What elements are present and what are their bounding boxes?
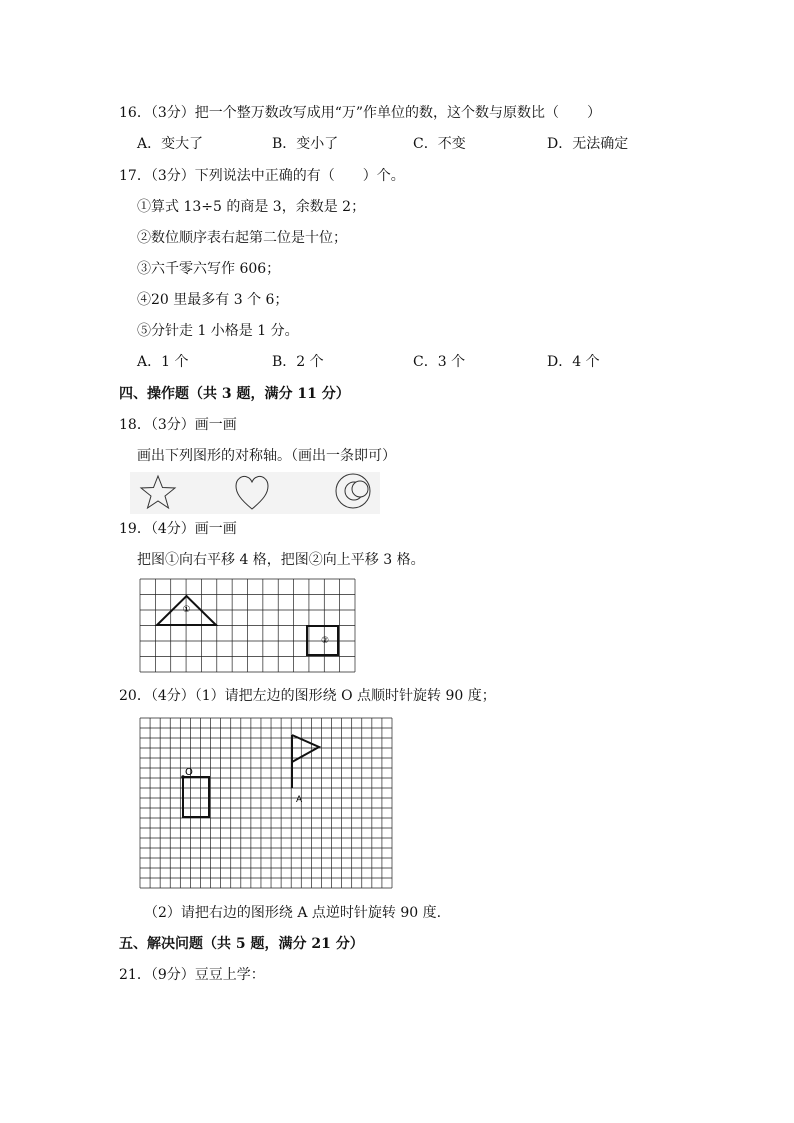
point-a-label: A xyxy=(296,795,303,805)
q19-stem: 19．（4分）画一画 xyxy=(119,521,237,537)
q16-option-d: D．无法确定 xyxy=(547,136,629,152)
q21-stem: 21．（9分）豆豆上学： xyxy=(119,967,265,983)
q19-grid-figure xyxy=(140,579,356,673)
q17-item-3: ③六千零六写作 606； xyxy=(137,261,281,277)
q17-stem: 17．（3分）下列说法中正确的有（ ）个。 xyxy=(119,168,405,184)
q16-option-b: B．变小了 xyxy=(272,136,339,152)
q17-item-4: ④20 里最多有 3 个 6； xyxy=(137,292,289,308)
rectangle-figure xyxy=(183,777,209,817)
q17-option-d: D．4 个 xyxy=(547,354,600,370)
grid-lines xyxy=(140,718,392,888)
point-o-label: O xyxy=(185,767,193,778)
q20-stem: 20．（4分）（1）请把左边的图形绕 O 点顺时针旋转 90 度； xyxy=(119,688,496,704)
q20-part-2: （2）请把右边的图形绕 A 点逆时针旋转 90 度. xyxy=(144,905,442,921)
q18-instruction: 画出下列图形的对称轴。（画出一条即可） xyxy=(137,448,396,464)
section-4-heading: 四、操作题（共 3 题，满分 11 分） xyxy=(119,386,350,402)
q18-stem: 18．（3分）画一画 xyxy=(119,417,237,433)
q17-item-1: ①算式 13÷5 的商是 3，余数是 2； xyxy=(137,199,366,215)
q17-option-c: C．3 个 xyxy=(413,354,466,370)
q17-item-2: ②数位顺序表右起第二位是十位； xyxy=(137,230,347,246)
q16-stem: 16．（3分）把一个整万数改写成用“万”作单位的数，这个数与原数比（ ） xyxy=(119,105,602,121)
crescent-cutout xyxy=(352,481,368,497)
section-5-heading: 五、解决问题（共 5 题，满分 21 分） xyxy=(119,936,364,952)
q16-option-a: A．变大了 xyxy=(137,136,204,152)
q19-instruction: 把图①向右平移 4 格，把图②向上平移 3 格。 xyxy=(137,552,425,568)
q20-grid-figure xyxy=(140,718,394,888)
q16-option-c: C．不变 xyxy=(413,136,466,152)
q17-option-a: A．1 个 xyxy=(137,354,189,370)
q17-option-b: B．2 个 xyxy=(272,354,324,370)
figure-2-label: ② xyxy=(320,636,330,646)
figure-1-label: ① xyxy=(182,605,191,615)
q18-shapes xyxy=(130,470,390,516)
q17-item-5: ⑤分针走 1 小格是 1 分。 xyxy=(137,323,299,339)
